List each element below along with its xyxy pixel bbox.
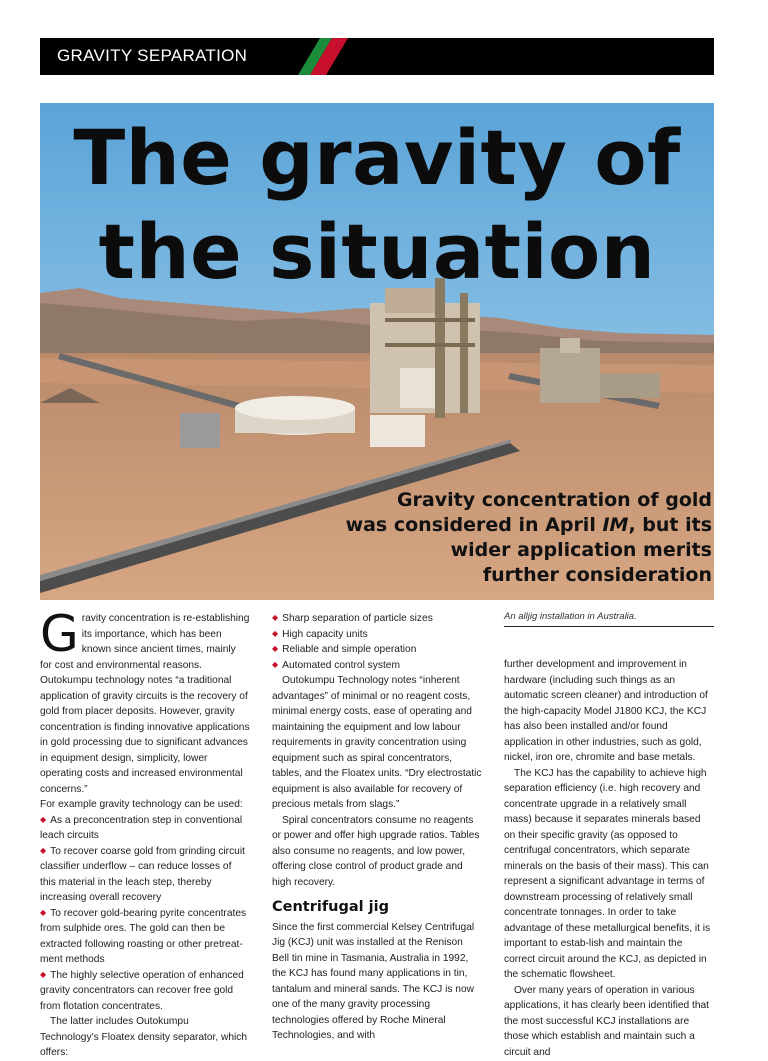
section-stripes: [280, 38, 360, 75]
section-label: GRAVITY SEPARATION: [57, 46, 248, 65]
bullet-item: ◆ The highly selective operation of enhanced gravity concentrators can recover free gold from flotation concentrates.: [40, 968, 250, 1015]
standfirst-line-3: wider application merits: [450, 539, 712, 561]
bullet-item: ◆ Reliable and simple operation: [272, 642, 482, 658]
bullet-item: ◆ To recover gold-bearing pyrite concentrates from sulphide ores. The gold can then be extracted following roasting or other pretreat-ment methods: [40, 906, 250, 968]
bullet-item: ◆ High capacity units: [272, 627, 482, 643]
body-paragraph: Since the first commercial Kelsey Centrifugal Jig (KCJ) unit was installed at the Renison Bell tin mine in Tasmania, Australia in 1992, the KCJ has found many applications in tin, tantalum and mineral sands. The KCJ is now one of the many gravity processing technologies offered by Roche Mineral Technologies, and with: [272, 921, 475, 1041]
standfirst-magazine-abbrev: IM: [602, 514, 629, 536]
photo-caption: An alljig installation in Australia.: [504, 611, 637, 622]
bullet-item: ◆ Sharp separation of particle sizes: [272, 611, 482, 627]
subheading: Centrifugal jig: [272, 899, 389, 915]
body-paragraph: Spiral concentrators consume no reagents or power and offer high upgrade ratios. Tables also consume no reagents, and low power, offering close control of product grade and high recovery.: [272, 814, 480, 888]
body-paragraph: Over many years of operation in various applications, it has clearly been identified that the most successful KCJ installations are those which establish and maintain such a circuit and: [504, 984, 710, 1058]
bullet-item: ◆ As a preconcentration step in conventional leach circuits: [40, 813, 250, 844]
article-title: [40, 111, 714, 299]
standfirst-line-1: Gravity concentration of gold: [396, 489, 712, 511]
drop-cap: G: [40, 605, 79, 663]
standfirst-line-2-a: was considered in April: [345, 514, 603, 536]
bullet-item: ◆ Automated control system: [272, 658, 482, 674]
bullet-item: ◆ To recover coarse gold from grinding circuit classifier underflow – can reduce losses of this material in the leach step, thereby increasing overall recovery: [40, 844, 250, 906]
hero-photo: [40, 103, 714, 600]
body-paragraph: For example gravity technology can be used:: [40, 799, 243, 810]
title-line-2: the situation: [98, 207, 656, 296]
standfirst-line-4: further consideration: [482, 564, 712, 586]
column-1: [40, 605, 250, 1061]
body-paragraph: further development and improvement in hardware (including such things as an automatic screen cleaner) and introduction of the high-capacity Model J1800 KCJ, the KCJ has also been installed and/or found application in other industries, such as gold, nickel, iron ore, chromite and base metals.: [504, 659, 708, 763]
body-paragraph: Outokumpu Technology notes “inherent advantages” of minimal or no reagent costs, minimal energy costs, ease of operating and maintaining the equipment and low labour requirements in gravity concentration using equipment such as spiral concentrators, tables, and the Floatex units. “Dry electrostatic equipment is also available for recovery of precious metals from slags.”: [272, 675, 482, 810]
title-line-1: The gravity of: [73, 113, 681, 202]
body-paragraph: The KCJ has the capability to achieve high separation efficiency (i.e. high recovery and concentrate upgrade in a relatively small mass) because it separates minerals based on their specific gravity (as opposed to centrifugal concentrators, which separate minerals on the basis of their mass). This can represent a significant advantage in terms of downstream processing of relatively small concentrate tonnages. In order to take advantage of these metallurgical benefits, it is important to estab-lish and maintain the correct circuit around the KCJ, as depicted in the schematic flowsheet.: [504, 767, 711, 980]
standfirst: [332, 488, 712, 588]
intro-text: ravity concentration is re-establishing its importance, which has been known since ancient times, mainly for cost and environmental reasons. Outokumpu technology notes “a traditional application of gravity circuits is the recovery of gold from placer deposits. However, gravity concentration is finding innovative applications in gold processing due to significant advances in equipment design, simplicity, lower operating costs and increased environmental concerns.”: [40, 613, 250, 795]
column-2: [272, 611, 482, 1044]
standfirst-line-2-b: , but its: [628, 514, 712, 536]
column-3: [504, 657, 714, 1060]
intro-paragraph: [40, 605, 250, 797]
body-paragraph: The latter includes Outokumpu Technology’s Floatex density separator, which offers:: [40, 1016, 248, 1058]
caption-divider: [504, 626, 714, 627]
section-header-band: [40, 38, 714, 75]
standfirst-line-2: [332, 513, 712, 538]
